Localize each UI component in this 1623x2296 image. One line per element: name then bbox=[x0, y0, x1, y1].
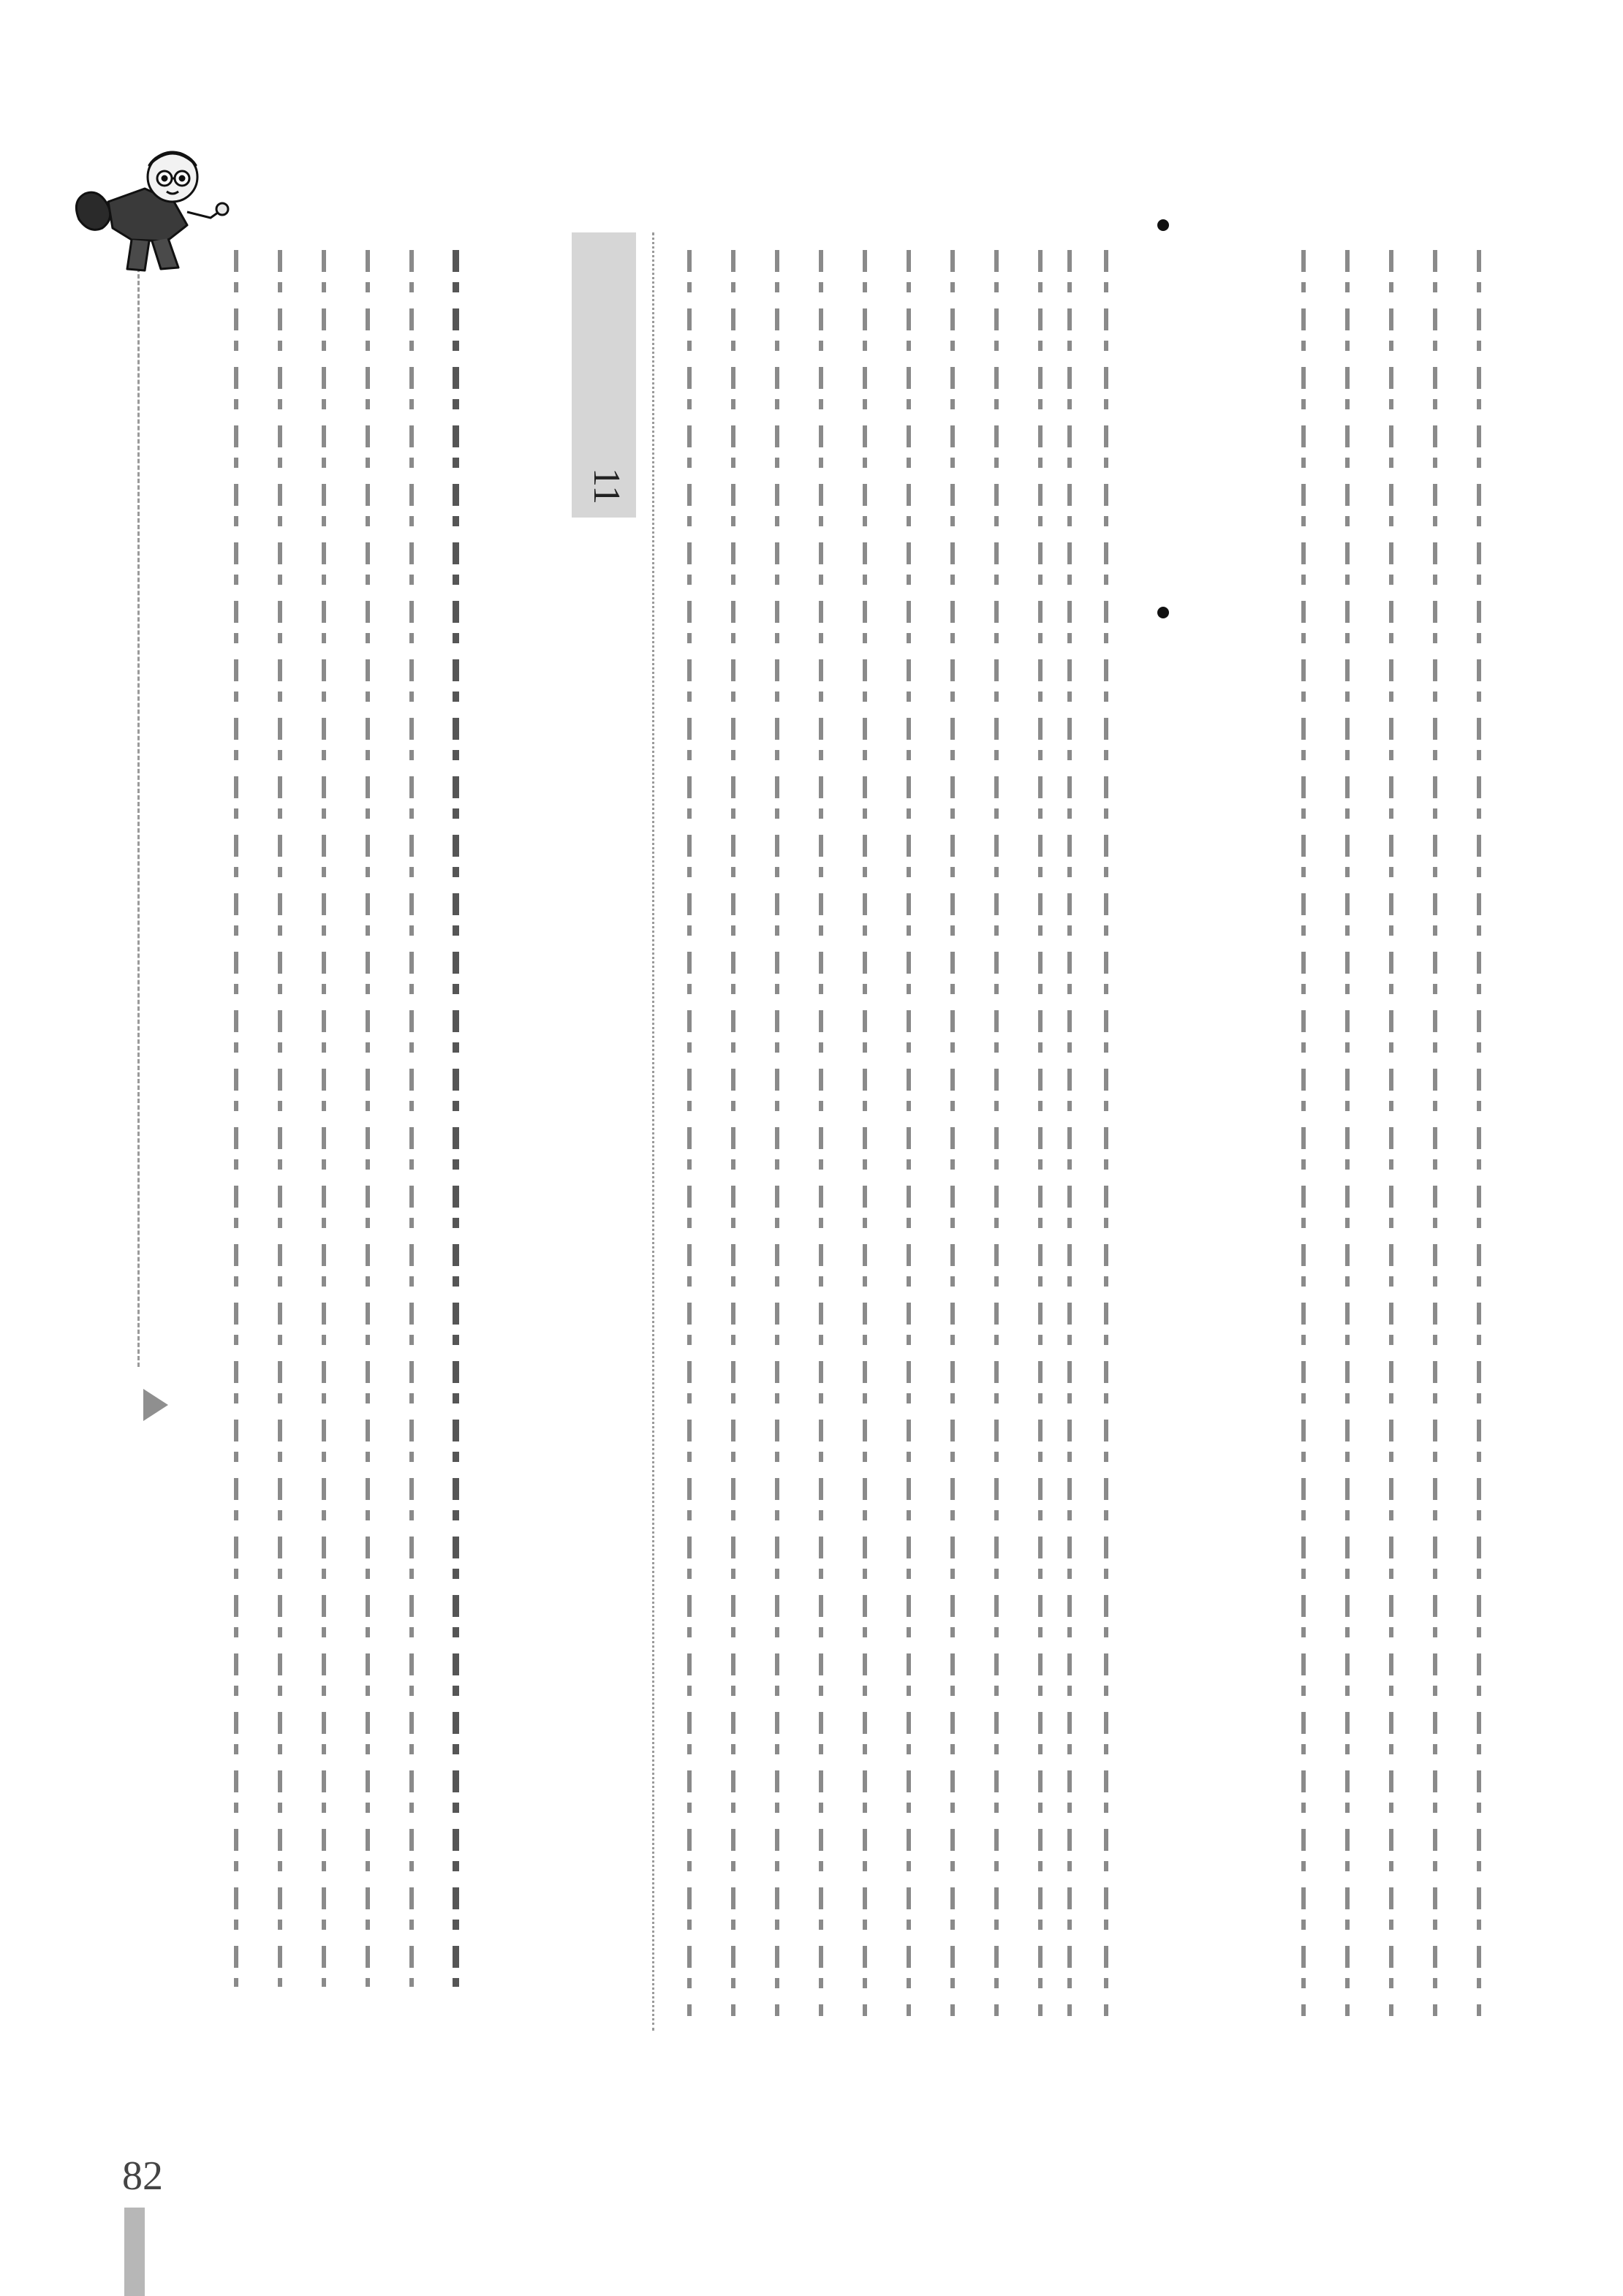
folio-strip bbox=[124, 2208, 145, 2296]
arrow-icon bbox=[143, 1389, 168, 1421]
section-number: 11 bbox=[586, 468, 627, 505]
right-column bbox=[1418, 241, 1455, 2025]
left-column bbox=[263, 241, 300, 1996]
right-column bbox=[1374, 241, 1411, 2025]
middle-column bbox=[673, 241, 709, 2025]
middle-column bbox=[936, 241, 972, 2025]
right-column bbox=[1287, 241, 1323, 2025]
right-column bbox=[1331, 241, 1367, 2025]
middle-column bbox=[1053, 241, 1089, 2025]
page-number: 82 bbox=[122, 2153, 163, 2199]
middle-column bbox=[848, 241, 885, 2025]
header-divider bbox=[137, 241, 140, 1367]
bullet-icon bbox=[1157, 219, 1169, 231]
middle-column bbox=[804, 241, 841, 2025]
middle-column bbox=[716, 241, 753, 2025]
bullet-icon bbox=[1157, 607, 1169, 618]
section-title bbox=[575, 241, 626, 1382]
middle-column bbox=[1089, 241, 1126, 2025]
mascot-illustration bbox=[64, 132, 232, 278]
section-divider bbox=[652, 232, 654, 2031]
middle-column bbox=[980, 241, 1016, 2025]
bullet-heading bbox=[1146, 241, 1190, 592]
left-column bbox=[307, 241, 344, 1996]
left-column bbox=[219, 241, 256, 1996]
left-column bbox=[395, 241, 431, 1996]
middle-column bbox=[760, 241, 797, 2025]
middle-column bbox=[892, 241, 928, 2025]
left-column bbox=[439, 241, 475, 1996]
left-column bbox=[351, 241, 387, 1996]
right-column bbox=[1462, 241, 1499, 2025]
